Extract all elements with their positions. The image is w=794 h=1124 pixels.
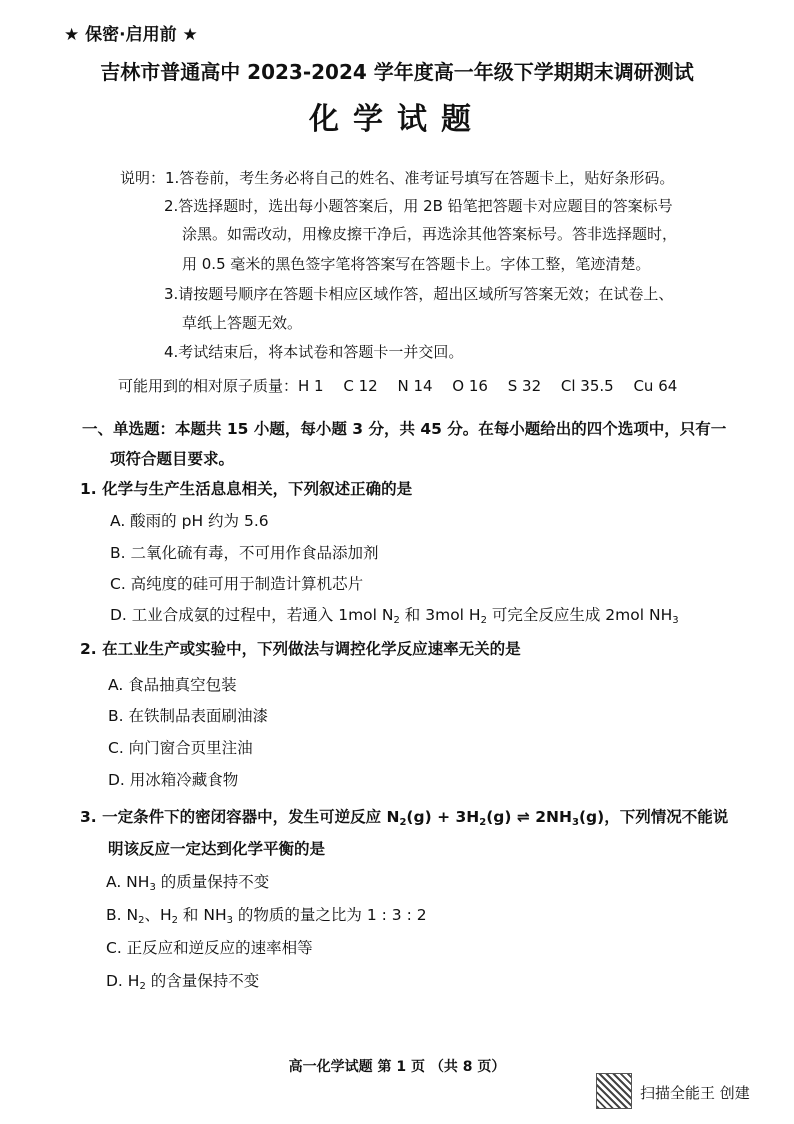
instruction-line: 用 0.5 毫米的黑色签字笔将答案写在答题卡上。字体工整，笔迹清楚。 — [182, 255, 651, 273]
instruction-line: 2.答选择题时，选出每小题答案后，用 2B 铅笔把答题卡对应题目的答案标号 — [164, 197, 673, 215]
exam-title: 吉林市普通高中 2023-2024 学年度高一年级下学期期末调研测试 — [100, 60, 694, 84]
section-heading-cont: 项符合题目要求。 — [110, 450, 235, 468]
subject-title: 化学试题 — [309, 102, 485, 137]
scanner-watermark: 扫描全能王 创建 — [640, 1084, 750, 1102]
section-heading: 一、单选题：本题共 15 小题，每小题 3 分，共 45 分。在每小题给出的四个选项中，只有一 — [82, 420, 727, 438]
question-3-stem: 3. 一定条件下的密闭容器中，发生可逆反应 $N_2(g) + 3H_2(g)$ ⇌ $2NH_3(g)$，下列情况不能说 — [80, 808, 729, 828]
question-3-option-b: B. $N_2$、$H_2$ 和 $NH_3$ 的物质的量之比为 1 : 3 : 2 — [106, 906, 427, 926]
instruction-line: 3.请按题号顺序在答题卡相应区域作答，超出区域所写答案无效；在试卷上、 — [164, 285, 674, 303]
atomic-masses: 可能用到的相对原子质量：H 1 C 12 N 14 O 16 S 32 Cl 35.5 Cu 64 — [118, 377, 678, 395]
qr-code-icon — [596, 1073, 632, 1109]
question-2-option-a: A. 食品抽真空包装 — [108, 676, 237, 694]
question-2-option-c: C. 向门窗合页里注油 — [108, 739, 253, 757]
instruction-line: 4.考试结束后，将本试卷和答题卡一并交回。 — [164, 343, 464, 361]
page-footer: 高一化学试题 第 1 页 （共 8 页） — [288, 1059, 506, 1075]
question-3-stem-cont: 明该反应一定达到化学平衡的是 — [108, 840, 326, 858]
question-3-option-a: A. $NH_3$ 的质量保持不变 — [106, 873, 270, 893]
question-2-option-d: D. 用冰箱冷藏食物 — [108, 771, 239, 789]
question-1-option-c: C. 高纯度的硅可用于制造计算机芯片 — [110, 575, 364, 593]
question-1-option-d: D. 工业合成氨的过程中，若通入 1mol $N_2$ 和 3mol $H_2$ 可完全反应生成 2mol $NH_3$ — [110, 606, 679, 626]
question-3-option-d: D. $H_2$ 的含量保持不变 — [106, 972, 260, 992]
question-2-stem: 2. 在工业生产或实验中，下列做法与调控化学反应速率无关的是 — [80, 640, 521, 658]
question-1-option-a: A. 酸雨的 pH 约为 5.6 — [110, 512, 269, 530]
confidential-mark: ★ 保密·启用前 ★ — [64, 25, 198, 45]
instruction-line: 涂黑。如需改动，用橡皮擦干净后，再选涂其他答案标号。答非选择题时， — [182, 225, 678, 243]
question-2-option-b: B. 在铁制品表面刷油漆 — [108, 707, 268, 725]
question-1-option-b: B. 二氧化硫有毒，不可用作食品添加剂 — [110, 544, 379, 562]
instruction-line: 说明：1.答卷前，考生务必将自己的姓名、准考证号填写在答题卡上，贴好条形码。 — [120, 169, 675, 187]
instruction-line: 草纸上答题无效。 — [182, 314, 303, 332]
question-3-option-c: C. 正反应和逆反应的速率相等 — [106, 939, 313, 957]
question-1-stem: 1. 化学与生产生活息息相关，下列叙述正确的是 — [80, 480, 413, 498]
